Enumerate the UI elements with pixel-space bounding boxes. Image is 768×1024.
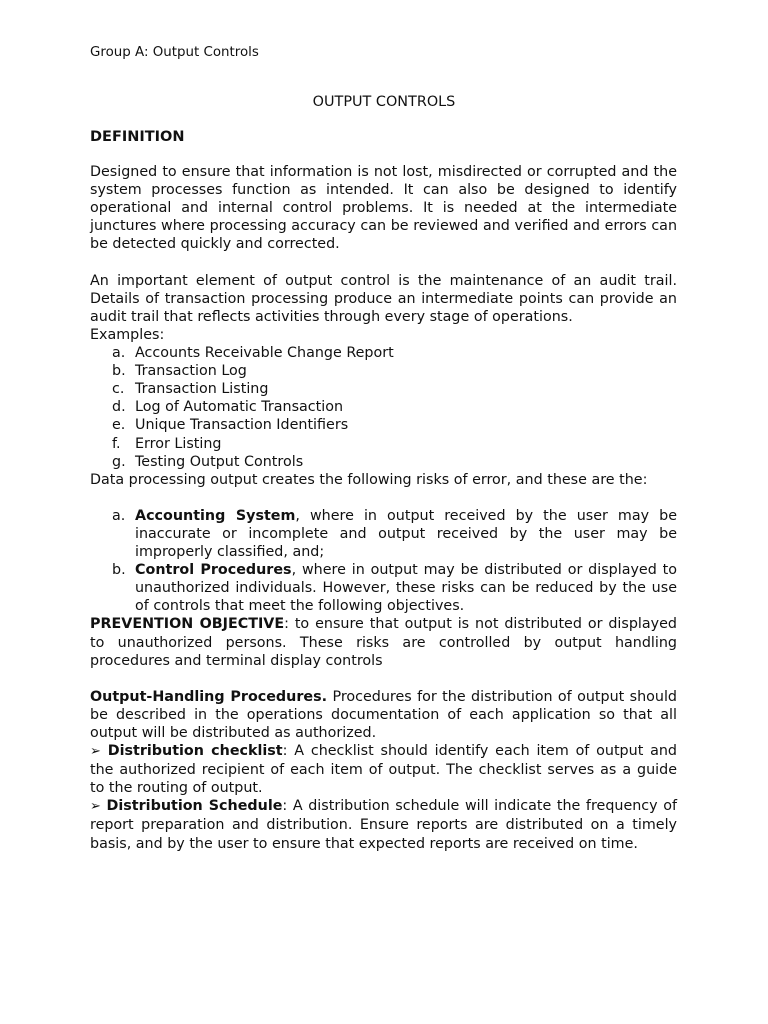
prevention-paragraph bbox=[90, 615, 677, 669]
list-item bbox=[90, 561, 677, 615]
arrow-bullet-icon: ➢ bbox=[90, 799, 101, 815]
prevention-text: : to ensure that output is not distributed or displayed to unauthorized persons. These risks are controlled by output handling procedures and terminal display controls bbox=[90, 616, 677, 669]
list-item-text: Error Listing bbox=[135, 435, 222, 452]
list-marker: a. bbox=[112, 345, 126, 362]
list-marker: d. bbox=[112, 399, 126, 416]
list-marker: a. bbox=[112, 507, 126, 524]
risk-term: Control Procedures bbox=[135, 562, 292, 579]
list-item bbox=[90, 416, 677, 434]
bullet-item bbox=[90, 742, 677, 797]
list-marker: b. bbox=[112, 363, 126, 380]
risks-intro: Data processing output creates the following risks of error, and these are the: bbox=[90, 471, 648, 488]
handling-term: Output-Handling Procedures. bbox=[90, 688, 328, 705]
list-marker: b. bbox=[112, 562, 126, 579]
definition-heading: DEFINITION bbox=[90, 129, 185, 145]
page-header: Group A: Output Controls bbox=[90, 45, 259, 60]
risk-term: Accounting System bbox=[135, 507, 296, 524]
list-marker: e. bbox=[112, 417, 126, 434]
list-item bbox=[90, 380, 677, 398]
document-body bbox=[90, 128, 677, 853]
audit-trail-paragraph: An important element of output control is the maintenance of an audit trail. Details of transaction processing produce an intermediate points can provide an audit trail that reflects activities through every stage of operations. bbox=[90, 272, 677, 325]
list-item bbox=[90, 344, 677, 362]
definition-paragraph: Designed to ensure that information is not lost, misdirected or corrupted and the system processes function as intended. It can also be designed to identify operational and internal control problems. It is needed at the intermediate junctures where processing accuracy can be reviewed and verified and errors can be detected quickly and corrected. bbox=[90, 164, 677, 253]
list-item-text: Transaction Log bbox=[135, 363, 247, 380]
list-item bbox=[90, 362, 677, 380]
list-marker: f. bbox=[112, 435, 121, 452]
list-marker: c. bbox=[112, 381, 125, 398]
bullet-term: Distribution checklist bbox=[107, 743, 283, 760]
list-item-text: Unique Transaction Identifiers bbox=[135, 417, 349, 434]
arrow-bullet-icon: ➢ bbox=[90, 744, 101, 760]
bullet-text: : A checklist should identify each item of output and the authorized recipient of each item of output. The checklist serves as a guide to the routing of output. bbox=[90, 743, 677, 797]
handling-paragraph bbox=[90, 688, 677, 742]
list-item bbox=[90, 507, 677, 561]
examples-label: Examples: bbox=[90, 326, 165, 343]
list-item-text: Log of Automatic Transaction bbox=[135, 399, 344, 416]
prevention-term: PREVENTION OBJECTIVE bbox=[90, 616, 285, 633]
bullet-term: Distribution Schedule bbox=[106, 798, 283, 815]
list-item bbox=[90, 453, 677, 471]
list-item bbox=[90, 398, 677, 416]
list-item bbox=[90, 435, 677, 453]
examples-list bbox=[90, 344, 677, 471]
risks-list bbox=[90, 507, 677, 616]
list-item-text: Transaction Listing bbox=[135, 381, 269, 398]
list-item-text: Testing Output Controls bbox=[135, 453, 304, 470]
list-marker: g. bbox=[112, 453, 126, 470]
bullet-item bbox=[90, 797, 677, 852]
bullet-text: : A distribution schedule will indicate the frequency of report preparation and distribution. Ensure reports are distributed on a timely basis, and by the user to ensure that expected reports are received on time. bbox=[90, 798, 678, 852]
document-title: OUTPUT CONTROLS bbox=[312, 94, 456, 110]
handling-text: Procedures for the distribution of output should be described in the operations documentation of each application so that all output will be distributed as authorized. bbox=[90, 688, 677, 741]
risk-text: , where in output may be distributed or displayed to unauthorized individuals. However, these risks can be reduced by the use of controls that meet the following objectives. bbox=[135, 562, 677, 615]
risk-text: , where in output received by the user may be inaccurate or incomplete and output received by the user may be improperly classified, and; bbox=[135, 507, 678, 561]
list-item-text: Accounts Receivable Change Report bbox=[135, 345, 394, 362]
